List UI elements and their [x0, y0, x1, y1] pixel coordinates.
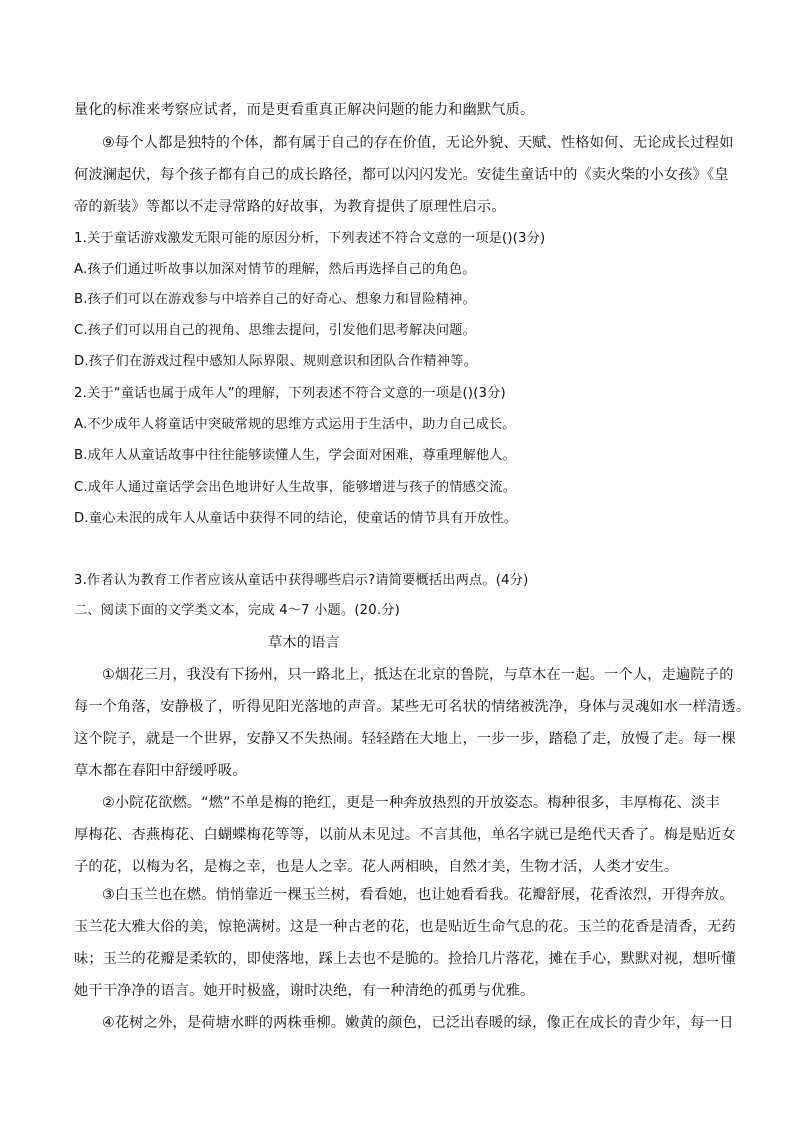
question-3-stem: 3.作者认为教育工作者应该从童话中获得哪些启示?请简要概括出两点。(4分): [74, 573, 529, 588]
article-paragraph-1-line: 这个院子，就是一个世界，安静又不失热闹。轻轻踏在大地上，一步一步，踏稳了走，放慢了走。每一棵: [74, 731, 736, 747]
question-1-option-d: D.孩子们在游戏过程中感知人际界限、规则意识和团队合作精神等。: [74, 354, 477, 369]
passage-paragraph-9-line: ⑨每个人都是独特的个体，都有属于自己的存在价值，无论外貌、天赋、性格如何、无论成长过程如: [102, 135, 734, 151]
question-2-option-a: A.不少成年人将童话中突破常规的思维方式运用于生活中，助力自己成长。: [74, 417, 516, 432]
article-paragraph-2-line: 厚梅花、杏燕梅花、白蝴蝶梅花等等，以前从未见过。不言其他，单名字就已是绝代天香了。梅是贴近女: [74, 827, 736, 843]
article-paragraph-4-line: ④花树之外，是荷塘水畔的两株垂柳。嫩黄的颜色，已泛出春暖的绿，像正在成长的青少年，每一日: [102, 1015, 734, 1031]
article-paragraph-1-line: 每一个角落，安静极了，听得见阳光落地的声音。某些无可名状的情绪被洗净，身体与灵魂如水一样清透。: [74, 699, 751, 715]
passage-paragraph-9-line: 何波澜起伏，每个孩子都有自己的成长路径，都可以闪闪发光。安徒生童话中的《卖火柴的小女孩》《皇: [74, 167, 729, 183]
question-1-stem: 1.关于童话游戏激发无限可能的原因分析，下列表述不符合文意的一项是()(3分): [74, 231, 546, 246]
section-2-heading: 二、阅读下面的文学类文本，完成 4～7 小题。(20.分): [74, 603, 400, 618]
question-1-option-c: C.孩子们可以用自己的视角、思维去提问，引发他们思考解决问题。: [74, 323, 477, 338]
question-2-stem: 2.关于“童话也属于成年人”的理解，下列表述不符合文意的一项是()(3分): [74, 386, 506, 401]
article-paragraph-3-line: ③白玉兰也在燃。悄悄靠近一棵玉兰树，看看她，也让她看看我。花瓣舒展，花香浓烈，开得奔放。: [102, 887, 734, 903]
article-title: 草木的语言: [268, 635, 340, 651]
article-paragraph-2-line: 子的花，以梅为名，是梅之幸，也是人之幸。花人两相映，自然才美，生物才活，人类才安生。: [74, 859, 679, 875]
article-paragraph-1-line: 草木都在春阳中舒缓呼吸。: [74, 763, 247, 779]
article-paragraph-3-line: 味；玉兰的花瓣是柔软的，即使落地，踩上去也不是脆的。捡拾几片落花，摊在手心，默默对视，想听懂: [74, 951, 736, 967]
question-2-option-b: B.成年人从童话故事中往往能够读懂人生，学会面对困难，尊重理解他人。: [74, 448, 517, 463]
question-2-option-c: C.成年人通过童话学会出色地讲好人生故事，能够增进与孩子的情感交流。: [74, 480, 517, 495]
question-1-option-a: A.孩子们通过听故事以加深对情节的理解，然后再选择自己的角色。: [74, 262, 476, 277]
article-paragraph-1-line: ①烟花三月，我没有下扬州，只一路北上，抵达在北京的鲁院，与草木在一起。一个人，走遍院子的: [102, 667, 734, 683]
article-paragraph-3-line: 她干干净净的语言。她开时极盛，谢时决绝，有一种清绝的孤勇与优雅。: [74, 983, 535, 999]
article-paragraph-3-line: 玉兰花大雅大俗的美，惊艳满树。这是一种古老的花，也是贴近生命气息的花。玉兰的花香是清香，无药: [74, 919, 736, 935]
passage-paragraph-9-line: 帝的新装》等都以不走寻常路的好故事，为教育提供了原理性启示。: [74, 199, 506, 215]
passage-text-line: 量化的标准来考察应试者，而是更看重真正解决问题的能力和幽默气质。: [74, 102, 535, 118]
question-1-option-b: B.孩子们可以在游戏参与中培养自己的好奇心、想象力和冒险精神。: [74, 292, 476, 307]
article-paragraph-2-line: ②小院花欲燃。“燃”不单是梅的艳红，更是一种奔放热烈的开放姿态。梅种很多，丰厚梅花、淡丰: [102, 795, 720, 811]
question-2-option-d: D.童心未泯的成年人从童话中获得不同的结论，使童话的情节具有开放性。: [74, 511, 518, 526]
